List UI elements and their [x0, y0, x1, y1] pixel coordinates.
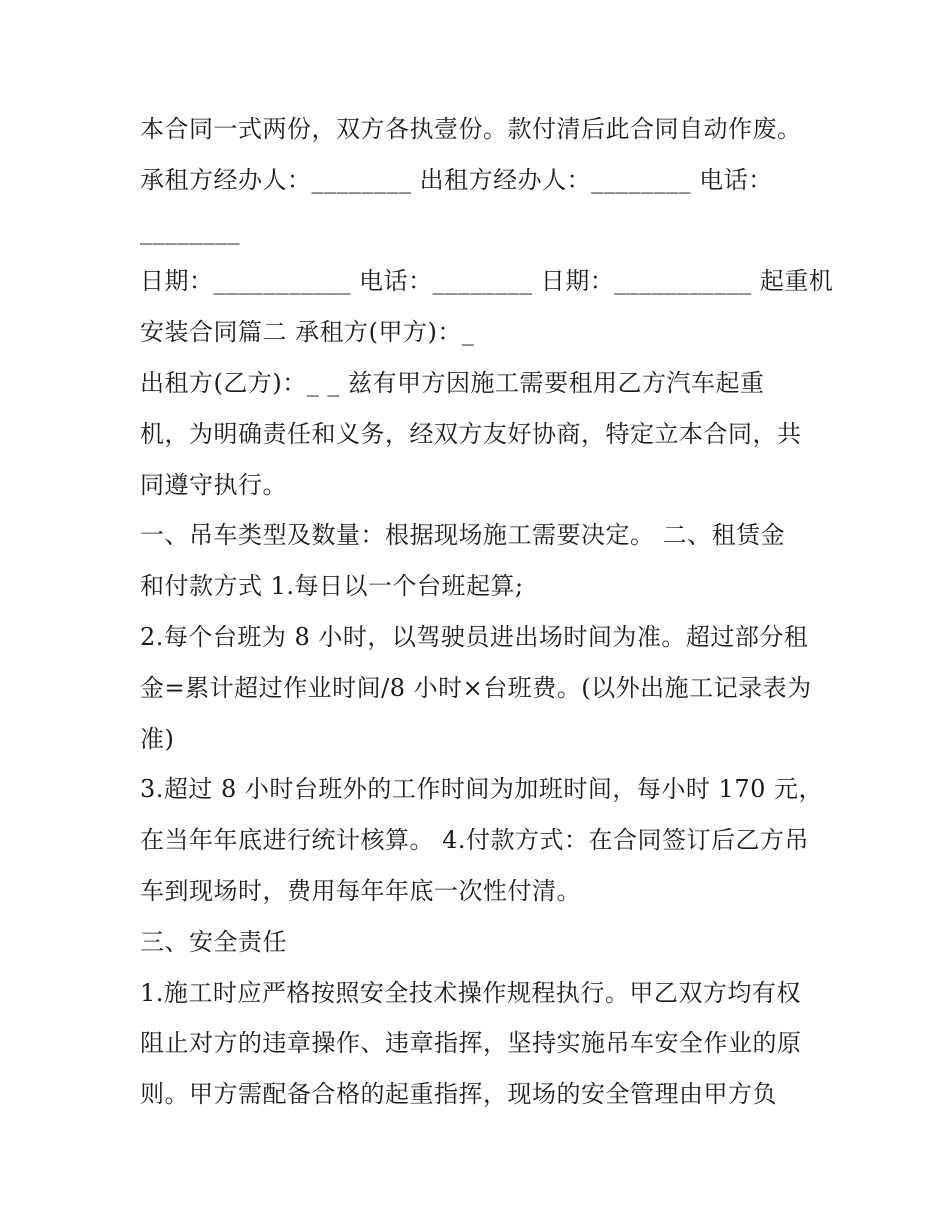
text-line: 安装合同篇二 承租方(甲方)：_: [140, 318, 475, 347]
text-line: 在当年年底进行统计核算。 4.付款方式：在合同签订后乙方吊: [140, 826, 810, 855]
document-body: [140, 104, 834, 1120]
text-line: 出租方(乙方)：_ _ 兹有甲方因施工需要租用乙方汽车起重: [140, 368, 765, 397]
text-line: 一、吊车类型及数量：根据现场施工需要决定。 二、租赁金: [140, 521, 786, 550]
text-line: 和付款方式 1.每日以一个台班起算;: [140, 572, 524, 601]
text-line: 承租方经办人：________ 出租方经办人：________ 电话：: [140, 165, 773, 194]
text-line: ________: [140, 216, 240, 245]
text-line: 机，为明确责任和义务，经双方友好协商，特定立本合同，共: [140, 419, 802, 448]
text-line: 三、安全责任: [140, 927, 287, 956]
text-line: 同遵守执行。: [140, 470, 287, 499]
text-line: 1.施工时应严格按照安全技术操作规程执行。甲乙双方均有权: [140, 978, 801, 1007]
text-line: 则。甲方需配备合格的起重指挥，现场的安全管理由甲方负: [140, 1080, 777, 1109]
text-line: 3.超过 8 小时台班外的工作时间为加班时间，每小时 170 元，: [140, 775, 823, 804]
text-line: 日期：___________ 电话：________ 日期：___________ 起重机: [140, 267, 834, 296]
text-line: 车到现场时，费用每年年底一次性付清。: [140, 876, 581, 905]
text-line: 准): [140, 724, 175, 753]
text-line: 本合同一式两份，双方各执壹份。款付清后此合同自动作废。: [140, 115, 802, 143]
text-line: 阻止对方的违章操作、违章指挥，坚持实施吊车安全作业的原: [140, 1029, 802, 1058]
text-line: 金=累计超过作业时间/8 小时×台班费。(以外出施工记录表为: [140, 673, 812, 702]
text-line: 2.每个台班为 8 小时，以驾驶员进出场时间为准。超过部分租: [140, 622, 809, 651]
